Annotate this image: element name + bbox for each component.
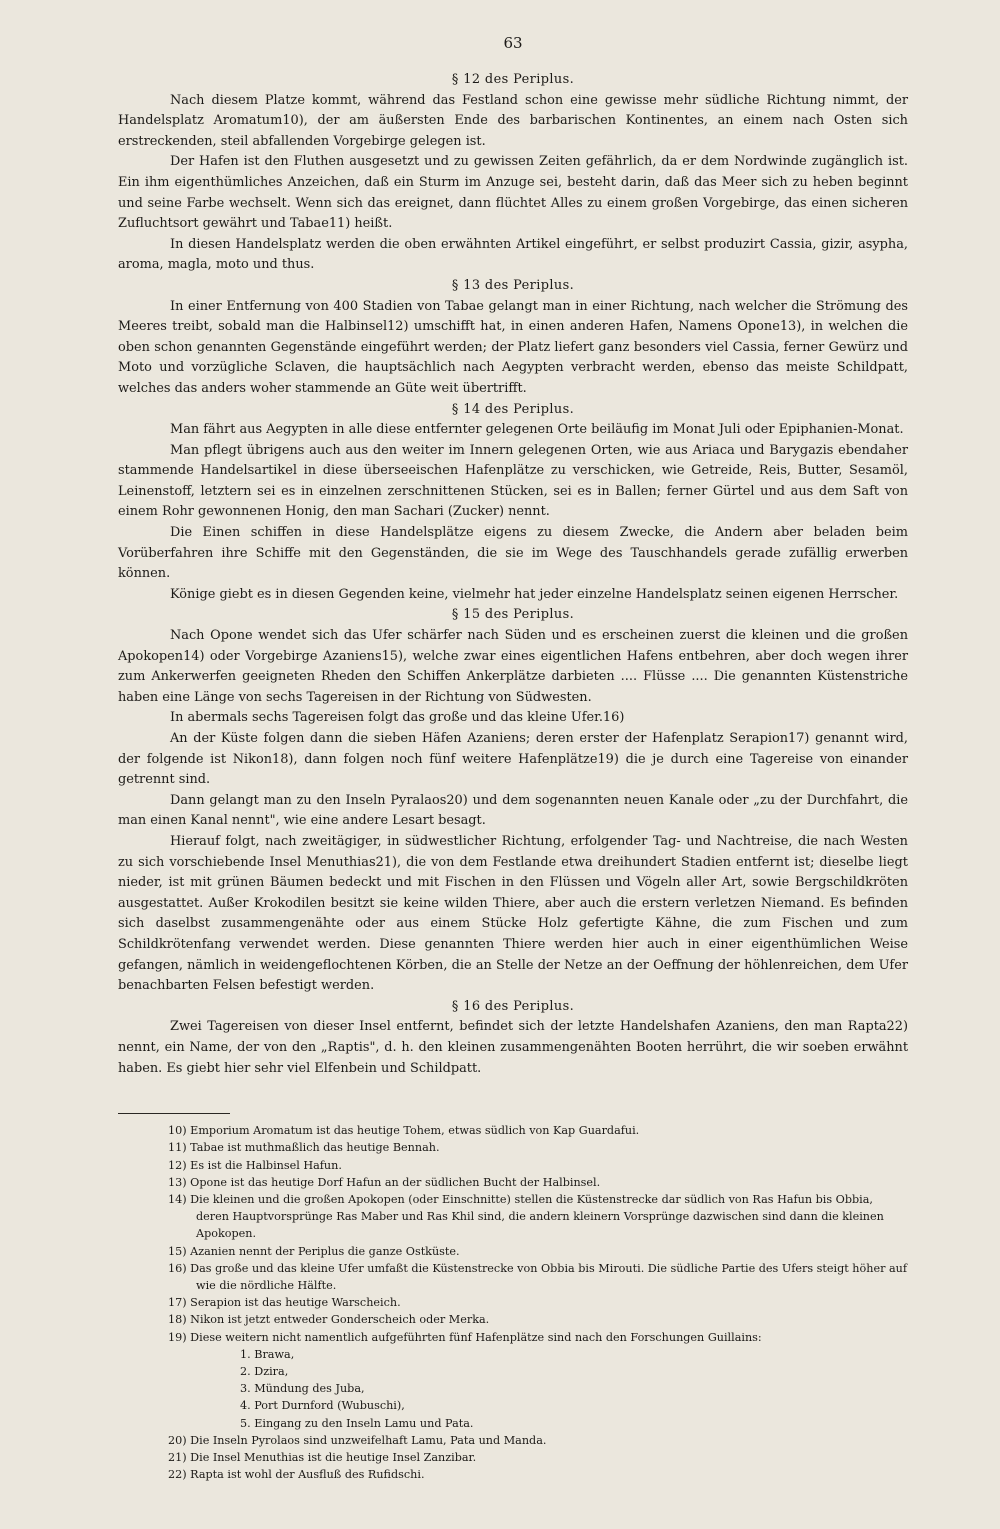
footnote: 19) Diese weitern nicht namentlich aufgeführten fünf Hafenplätze sind nach den Forschungen Guillains: [168,1330,762,1344]
paragraph: In abermals sechs Tagereisen folgt das große und das kleine Ufer.16) [170,710,625,726]
paragraph: Zwei Tagereisen von dieser Insel entfernt, befindet sich der letzte Handelshafen Azaniens, den man Rapta22) nennt, ein Name, der von den „Raptis", d. h. den kleinen zusammengenähten Booten herrührt, die wir soeben erwähnt haben. Es giebt hier sehr viel Elfenbein und Schildpatt. [118,1019,908,1076]
section-heading-16: § 16 des Periplus. [451,998,575,1014]
page-number: 63 [503,34,523,52]
paragraph: Könige giebt es in diesen Gegenden keine, vielmehr hat jeder einzelne Handelsplatz seinen eigenen Herrscher. [170,586,899,602]
footnote: 14) Die kleinen und die großen Apokopen (oder Einschnitte) stellen die Küstenstrecke dar südlich von Ras Hafun bis Obbia, deren Hauptvorsprünge Ras Maber und Ras Khil sind, die andern kleinern Vorsprünge dazwischen sind dann die kleinen Apokopen. [168,1192,884,1241]
section-heading-15: § 15 des Periplus. [451,607,575,623]
list-item: 4. Port Durnford (Wubuschi), [240,1399,405,1413]
paragraph: Die Einen schiffen in diese Handelsplätze eigens zu diesem Zwecke, die Andern aber beladen beim Vorüberfahren ihre Schiffe mit den Gegenständen, die sie im Wege des Tauschhandels gerade zufällig erwerben können. [118,525,908,582]
footnote: 21) Die Insel Menuthias ist die heutige Insel Zanzibar. [168,1450,477,1464]
harbour-list [168,1346,908,1432]
paragraph: Hierauf folgt, nach zweitägiger, in südwestlicher Richtung, erfolgender Tag- und Nachtreise, die nach Westen zu sich vorschiebende Insel Menuthias21), die von dem Festlande etwa dreihundert Stadien entfernt ist; dieselbe liegt nieder, ist mit grünen Bäumen bedeckt und mit Fischen in den Flüssen und Vögeln aller Art, sowie Bergschildkröten ausgestattet. Außer Krokodilen besitzt sie keine wilden Thiere, aber auch die erstern verletzen Niemand. Es befinden sich daselbst zusammengenähte oder aus einem Stücke Holz gefertigte Kähne, die zum Fischen und zum Schildkrötenfang verwendet werden. Diese genannten Thiere werden hier auch in einer eigenthümlichen Weise gefangen, nämlich in weidengeflochtenen Körben, die an Stelle der Netze an der Oeffnung der höhlenreichen, dem Ufer benachbarten Felsen befestigt werden. [118,833,908,994]
section-heading-12: § 12 des Periplus. [451,72,575,87]
paragraph: In diesen Handelsplatz werden die oben erwähnten Artikel eingeführt, er selbst produzirt Cassia, gizir, asypha, aroma, magla, moto und thus. [118,236,908,273]
footnote: 20) Die Inseln Pyrolaos sind unzweifelhaft Lamu, Pata und Manda. [168,1433,547,1447]
footnote: 10) Emporium Aromatum ist das heutige Tohem, etwas südlich von Kap Guardafui. [168,1124,640,1138]
paragraph: An der Küste folgen dann die sieben Häfen Azaniens; deren erster der Hafenplatz Serapion17) genannt wird, der folgende ist Nikon18), dann folgen noch fünf weitere Hafenplätze19) die je durch eine Tagereise von einander getrennt sind. [118,731,908,788]
footnotes [118,1122,908,1483]
footnote: 18) Nikon ist jetzt entweder Gonderscheich oder Merka. [168,1313,490,1327]
footnote: 13) Opone ist das heutige Dorf Hafun an der südlichen Bucht der Halbinsel. [168,1175,601,1189]
paragraph: Man pflegt übrigens auch aus den weiter im Innern gelegenen Orten, wie aus Ariaca und Barygazis ebendaher stammende Handelsartikel in diese überseeischen Hafenplätze zu verschicken, wie Getreide, Reis, Butter, Sesamöl, Leinenstoff, letztern sei es in einzelnen zerschnittenen Stücken, sei es in Ballen; ferner Gürtel und aus dem Saft von einem Rohr gewonnenen Honig, den man Sachari (Zucker) nennt. [118,442,908,520]
main-text [118,70,908,1079]
list-item: 1. Brawa, [240,1347,295,1361]
footnote: 15) Azanien nennt der Periplus die ganze Ostküste. [168,1244,460,1258]
footnote-divider [118,1113,230,1114]
list-item: 2. Dzira, [240,1364,289,1378]
list-item: 3. Mündung des Juba, [240,1382,365,1396]
paragraph: Man fährt aus Aegypten in alle diese entfernter gelegenen Orte beiläufig im Monat Juli oder Epiphanien-Monat. [170,422,904,438]
footnote: 11) Tabae ist muthmaßlich das heutige Bennah. [168,1141,440,1155]
section-heading-14: § 14 des Periplus. [451,401,575,417]
footnote: 12) Es ist die Halbinsel Hafun. [168,1158,342,1172]
paragraph: In einer Entfernung von 400 Stadien von Tabae gelangt man in einer Richtung, nach welcher die Strömung des Meeres treibt, sobald man die Halbinsel12) umschifft hat, in einen anderen Hafen, Namens Opone13), in welchen die oben schon genannten Gegenstände eingeführt werden; der Platz liefert ganz besonders viel Cassia, ferner Gewürz und Moto und vorzügliche Sclaven, die hauptsächlich nach Aegypten verbracht werden, ebenso das meiste Schildpatt, welches das anders woher stammende an Güte weit übertrifft. [118,298,908,396]
paragraph: Dann gelangt man zu den Inseln Pyralaos20) und dem sogenannten neuen Kanale oder „zu der Durchfahrt, die man einen Kanal nennt", wie eine andere Lesart besagt. [118,792,908,829]
footnote: 17) Serapion ist das heutige Warscheich. [168,1296,401,1310]
list-item: 5. Eingang zu den Inseln Lamu und Pata. [240,1416,474,1430]
paragraph: Der Hafen ist den Fluthen ausgesetzt und zu gewissen Zeiten gefährlich, da er dem Nordwinde zugänglich ist. Ein ihm eigenthümliches Anzeichen, daß ein Sturm im Anzuge sei, besteht darin, daß das Meer sich zu heben beginnt und seine Farbe wechselt. Wenn sich das ereignet, dann flüchtet Alles zu einem großen Vorgebirge, das einen sicheren Zufluchtsort gewährt und Tabae11) heißt. [118,154,908,232]
footnote: 16) Das große und das kleine Ufer umfaßt die Küstenstrecke von Obbia bis Mirouti. Die südliche Partie des Ufers steigt höher auf wie die nördliche Hälfte. [168,1261,907,1292]
paragraph: Nach diesem Platze kommt, während das Festland schon eine gewisse mehr südliche Richtung nimmt, der Handelsplatz Aromatum10), der am äußersten Ende des barbarischen Kontinentes, an einem nach Osten sich erstreckenden, steil abfallenden Vorgebirge gelegen ist. [118,92,908,149]
section-heading-13: § 13 des Periplus. [451,277,575,293]
paragraph: Nach Opone wendet sich das Ufer schärfer nach Süden und es erscheinen zuerst die kleinen und die großen Apokopen14) oder Vorgebirge Azaniens15), welche zwar eines eigentlichen Hafens entbehren, aber doch wegen ihrer zum Ankerwerfen geeigneten Rheden den Schiffen Ankerplätze darbieten .... Flüsse .... Die genannten Küstenstriche haben eine Länge von sechs Tagereisen in der Richtung von Südwesten. [118,628,908,705]
footnote: 22) Rapta ist wohl der Ausfluß des Rufidschi. [168,1468,425,1482]
